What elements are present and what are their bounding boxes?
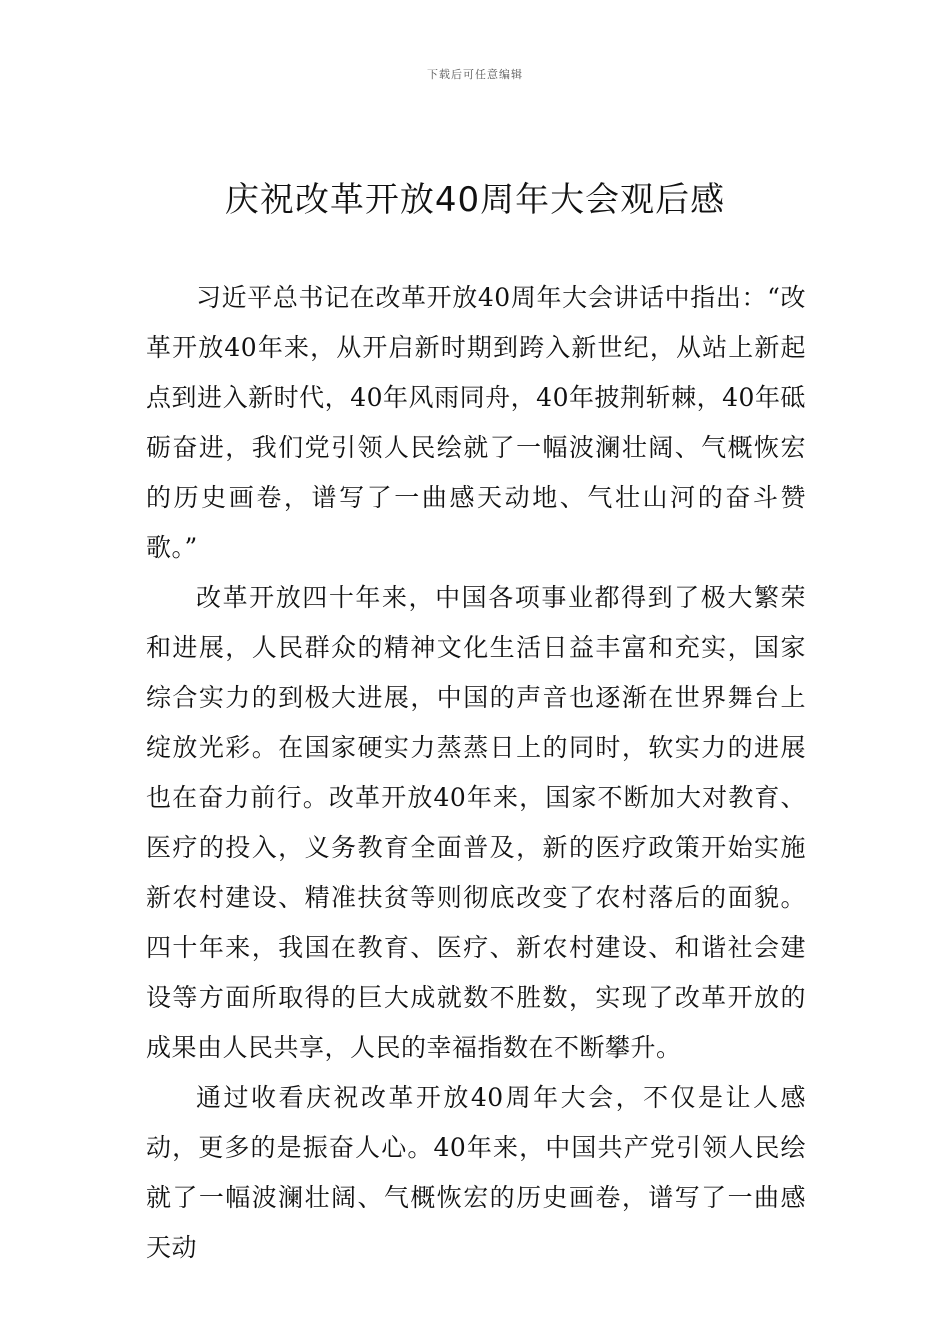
- paragraph-2: 改革开放四十年来，中国各项事业都得到了极大繁荣和进展，人民群众的精神文化生活日益丰富和充实，国家综合实力的到极大进展，中国的声音也逐渐在世界舞台上绽放光彩。在国家硬实力蒸蒸日上的同时，软实力的进展也在奋力前行。改革开放40年来，国家不断加大对教育、医疗的投入，义务教育全面普及，新的医疗政策开始实施新农村建设、精准扶贫等则彻底改变了农村落后的面貌。四十年来，我国在教育、医疗、新农村建设、和谐社会建设等方面所取得的巨大成就数不胜数，实现了改革开放的成果由人民共享，人民的幸福指数在不断攀升。: [146, 583, 806, 1062]
- header-note: 下载后可任意编辑: [427, 68, 523, 81]
- document-title: 庆祝改革开放40周年大会观后感: [224, 180, 726, 220]
- document-body: [146, 273, 806, 1273]
- paragraph-3: 通过收看庆祝改革开放40周年大会，不仅是让人感动，更多的是振奋人心。40年来，中国共产党引领人民绘就了一幅波澜壮阔、气概恢宏的历史画卷，谱写了一曲感天动: [146, 1083, 806, 1262]
- paragraph-1: 习近平总书记在改革开放40周年大会讲话中指出：“改革开放40年来，从开启新时期到跨入新世纪，从站上新起点到进入新时代，40年风雨同舟，40年披荆斩棘，40年砥砺奋进，我们党引领人民绘就了一幅波澜壮阔、气概恢宏的历史画卷，谱写了一曲感天动地、气壮山河的奋斗赞歌。”: [146, 283, 806, 562]
